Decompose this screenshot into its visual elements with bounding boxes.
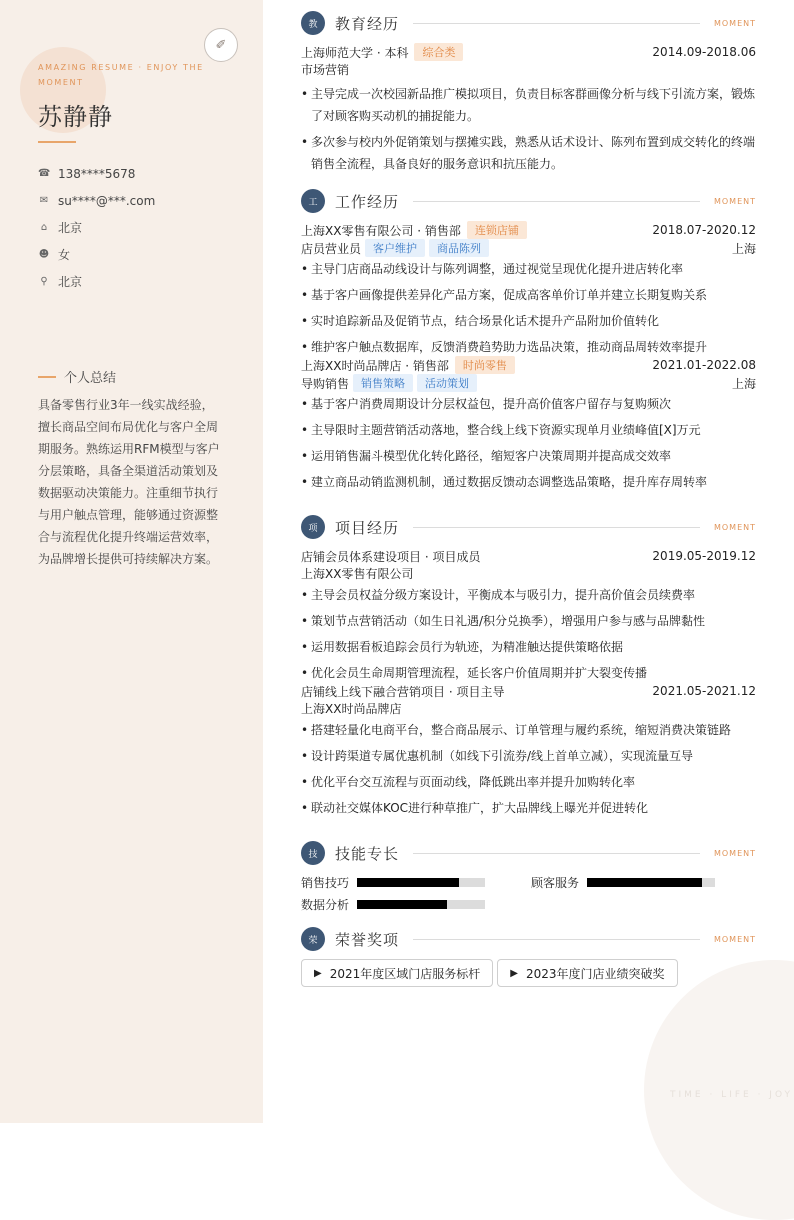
- list-item: • 基于客户消费周期设计分层权益包，提升高价值客户留存与复购频次: [301, 393, 756, 415]
- gender-icon: ☻: [38, 249, 50, 260]
- award-item: [497, 959, 677, 987]
- job-row: [301, 221, 756, 239]
- section-header: [301, 927, 756, 951]
- section-title: 荣誉奖项: [335, 930, 400, 949]
- education-icon: 教: [301, 11, 325, 35]
- section-header: [301, 841, 756, 865]
- project-name: 店铺线上线下融合营销项目 · 项目主导: [301, 684, 505, 699]
- contact-email: [38, 187, 248, 214]
- major: 市场营销: [301, 63, 350, 77]
- education-section: [301, 11, 756, 179]
- skill-tag: 销售策略: [353, 374, 413, 392]
- work-section: [301, 189, 756, 497]
- projects-section: [301, 515, 756, 823]
- skill-fill: [357, 878, 459, 887]
- project-date: 2019.05-2019.12: [652, 549, 756, 563]
- job-tag: 时尚零售: [455, 356, 515, 374]
- job-role: 店员营业员: [301, 241, 362, 256]
- skill-bar: [357, 878, 485, 887]
- education-row: [301, 43, 756, 61]
- education-bullets: [301, 83, 756, 175]
- skills-section: [301, 841, 756, 913]
- list-item: • 维护客户触点数据库，反馈消费趋势助力选品决策，推动商品周转效率提升: [301, 336, 756, 358]
- list-item: • 多次参与校内外促销策划与摆摊实践，熟悉从话术设计、陈列布置到成交转化的终端销售全流程，具备良好的服务意识和抗压能力。: [301, 131, 756, 175]
- project-org: 上海XX零售有限公司: [301, 567, 414, 581]
- contact-phone: [38, 160, 248, 187]
- awards-section: [301, 927, 756, 987]
- skill-grid: [301, 873, 756, 913]
- mail-icon: ✉: [39, 195, 49, 206]
- job-role: 导购销售: [301, 376, 350, 391]
- skill-fill: [357, 900, 447, 909]
- award-item: [301, 959, 493, 987]
- section-header: [301, 189, 756, 213]
- section-divider: [413, 853, 700, 854]
- list-item: • 优化平台交互流程与页面动线，降低跳出率并提升加购转化率: [301, 771, 756, 793]
- location-text: 北京: [58, 275, 83, 289]
- section-divider: [413, 939, 700, 940]
- job-role-row: [301, 239, 756, 257]
- section-title: 技能专长: [335, 844, 400, 863]
- play-icon: ▶: [314, 967, 322, 979]
- summary-text: 具备零售行业3年一线实战经验，擅长商品空间布局优化与客户全周期服务。熟练运用RFM模型与客户分层策略，具备全渠道活动策划及数据驱动决策能力。注重细节执行与用户触点管理，能够通过资源整合与流程优化提升终端运营效率，为品牌增长提供可持续解决方案。: [38, 398, 220, 566]
- job-city: 上海: [731, 376, 756, 391]
- skill-name: 销售技巧: [301, 875, 350, 890]
- awards-icon: 荣: [301, 927, 325, 951]
- skill-tag: 商品陈列: [429, 239, 489, 257]
- phone-text: 138****5678: [58, 166, 136, 181]
- contact-gender: [38, 241, 248, 268]
- list-item: • 设计跨渠道专属优惠机制（如线下引流券/线上首单立减），实现流量互导: [301, 745, 756, 767]
- award-text: 2023年度门店业绩突破奖: [525, 966, 665, 981]
- section-title: 工作经历: [335, 192, 400, 211]
- skill-bar: [587, 878, 715, 887]
- tagline: AMAZING RESUME · ENJOY THE MOMENT: [38, 63, 204, 87]
- section-divider: [413, 527, 700, 528]
- list-item: • 优化会员生命周期管理流程，延长客户价值周期并扩大裂变传播: [301, 662, 756, 684]
- list-item: • 搭建轻量化电商平台，整合商品展示、订单管理与履约系统，缩短消费决策链路: [301, 719, 756, 741]
- project-name: 店铺会员体系建设项目 · 项目成员: [301, 549, 481, 564]
- section-title: 项目经历: [335, 518, 400, 537]
- contact-location: [38, 268, 248, 295]
- section-title: 教育经历: [335, 14, 400, 33]
- play-icon: ▶: [510, 967, 518, 979]
- job-company: 上海XX零售有限公司 · 销售部: [301, 223, 461, 238]
- list-item: • 实时追踪新品及促销节点，结合场景化话术提升产品附加价值转化: [301, 310, 756, 332]
- sidebar: [0, 0, 263, 1123]
- skill-tag: 活动策划: [417, 374, 477, 392]
- job-bullets: [301, 393, 756, 493]
- section-moment: MOMENT: [713, 934, 756, 944]
- project-date: 2021.05-2021.12: [652, 684, 756, 698]
- project-org: 上海XX时尚品牌店: [301, 702, 402, 716]
- skill-item: [531, 873, 756, 891]
- award-list: [301, 959, 756, 987]
- list-item: • 主导会员权益分级方案设计，平衡成本与吸引力，提升高价值会员续费率: [301, 584, 756, 606]
- project-bullets: [301, 719, 756, 819]
- list-item: • 运用销售漏斗模型优化转化路径，缩短客户决策周期并提高成交效率: [301, 445, 756, 467]
- skill-bar: [357, 900, 485, 909]
- skill-item: [301, 873, 531, 891]
- job-company: 上海XX时尚品牌店 · 销售部: [301, 358, 449, 373]
- job-tag: 连锁店铺: [467, 221, 527, 239]
- phone-icon: ☎: [38, 168, 51, 179]
- job-date: 2018.07-2020.12: [652, 223, 756, 237]
- job-date: 2021.01-2022.08: [652, 358, 756, 372]
- section-moment: MOMENT: [713, 196, 756, 206]
- section-moment: MOMENT: [713, 18, 756, 28]
- list-item: • 运用数据看板追踪会员行为轨迹，为精准触达提供策略依据: [301, 636, 756, 658]
- email-text: su****@***.com: [58, 193, 156, 208]
- home-icon: ⌂: [40, 222, 48, 233]
- list-item: • 策划节点营销活动（如生日礼遇/积分兑换季），增强用户参与感与品牌黏性: [301, 610, 756, 632]
- section-moment: MOMENT: [713, 848, 756, 858]
- project-row: [301, 547, 756, 565]
- skills-icon: 技: [301, 841, 325, 865]
- job-row: [301, 356, 756, 374]
- section-moment: MOMENT: [713, 522, 756, 532]
- name-underline: [38, 141, 76, 143]
- project-bullets: [301, 584, 756, 684]
- project-row: [301, 682, 756, 700]
- job-role-row: [301, 374, 756, 392]
- section-header: [301, 11, 756, 35]
- section-divider: [413, 23, 700, 24]
- feather-icon: ✐: [204, 28, 238, 62]
- award-text: 2021年度区域门店服务标杆: [329, 966, 481, 981]
- skill-item: [301, 895, 531, 913]
- job-bullets: [301, 258, 756, 358]
- school-tag: 综合类: [414, 43, 463, 61]
- home-text: 北京: [58, 221, 83, 235]
- school-name: 上海师范大学 · 本科: [301, 45, 409, 60]
- contact-home: [38, 214, 248, 241]
- list-item: • 联动社交媒体KOC进行种草推广，扩大品牌线上曝光并促进转化: [301, 797, 756, 819]
- list-item: • 主导完成一次校园新品推广模拟项目，负责目标客群画像分析与线下引流方案，锻炼了对顾客购买动机的捕捉能力。: [301, 83, 756, 127]
- list-item: • 基于客户画像提供差异化产品方案，促成高客单价订单并建立长期复购关系: [301, 284, 756, 306]
- job-city: 上海: [731, 241, 756, 256]
- list-item: • 主导限时主题营销活动落地，整合线上线下资源实现单月业绩峰值[X]万元: [301, 419, 756, 441]
- candidate-name: 苏静静: [38, 103, 113, 131]
- watermark: TIME · LIFE · JOY: [670, 1090, 794, 1100]
- section-header: [301, 515, 756, 539]
- contact-list: [38, 160, 248, 295]
- skill-fill: [587, 878, 702, 887]
- gender-text: 女: [58, 248, 71, 262]
- summary-heading: [38, 367, 116, 386]
- skill-name: 数据分析: [301, 897, 350, 912]
- skill-name: 顾客服务: [531, 875, 580, 890]
- summary-title: 个人总结: [64, 371, 117, 386]
- location-icon: ⚲: [40, 276, 48, 287]
- list-item: • 主导门店商品动线设计与陈列调整，通过视觉呈现优化提升进店转化率: [301, 258, 756, 280]
- section-divider: [413, 201, 700, 202]
- work-icon: 工: [301, 189, 325, 213]
- list-item: • 建立商品动销监测机制，通过数据反馈动态调整选品策略，提升库存周转率: [301, 471, 756, 493]
- education-date: 2014.09-2018.06: [652, 45, 756, 59]
- project-icon: 项: [301, 515, 325, 539]
- skill-tag: 客户维护: [365, 239, 425, 257]
- summary-bar: [38, 376, 56, 378]
